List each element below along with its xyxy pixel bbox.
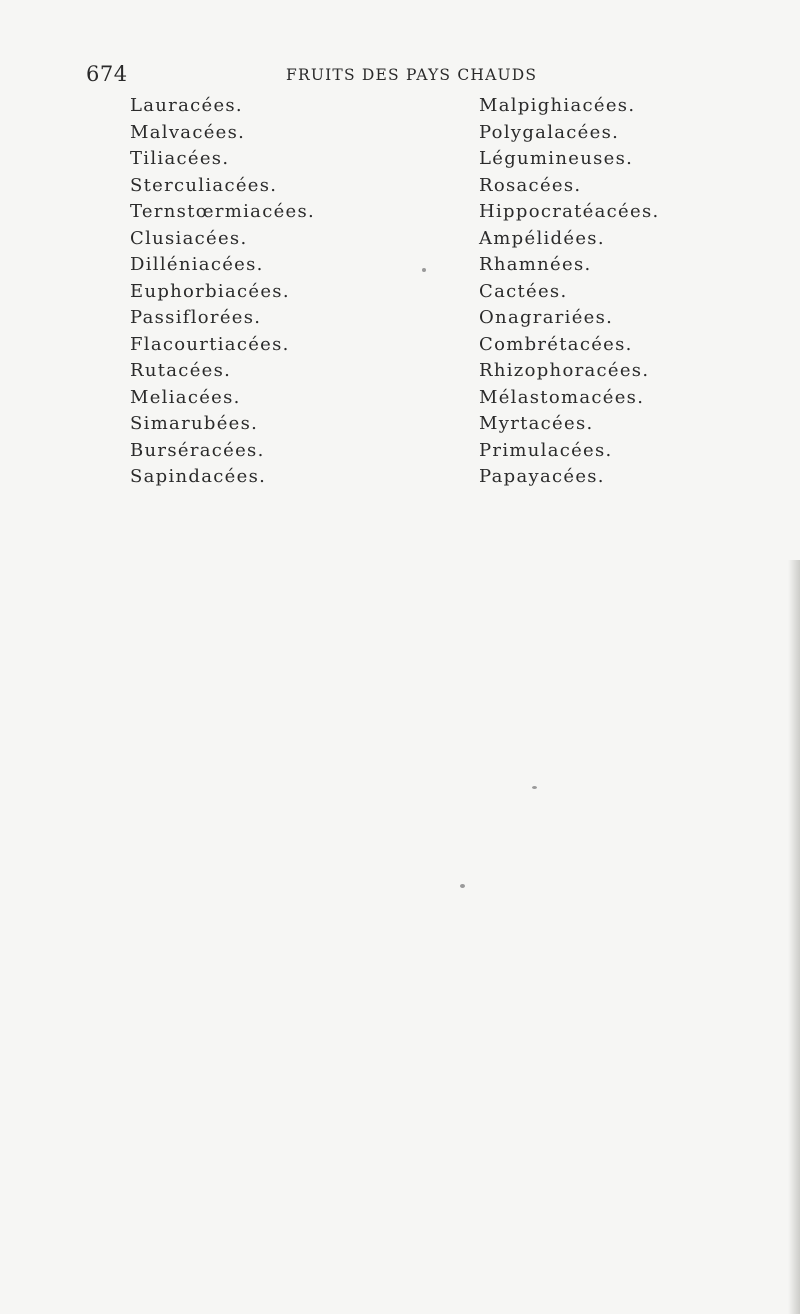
list-item: Malpighiacées.	[479, 95, 636, 116]
list-item: Polygalacées.	[479, 121, 620, 143]
list-item: Sterculiacées.	[130, 174, 278, 196]
list-item: Lauracées.	[130, 95, 243, 116]
list-item: Simarubées.	[130, 413, 259, 434]
list-item: Ampélidées.	[479, 227, 605, 249]
list-item: Rosacées.	[479, 174, 582, 196]
list-item: Rutacées.	[130, 360, 232, 381]
list-item: Clusiacées.	[130, 227, 248, 249]
page-edge-shadow	[788, 560, 800, 1314]
list-item: Rhizophoracées.	[479, 360, 650, 381]
list-item: Légumineuses.	[479, 148, 634, 169]
list-item: Dilléniacées.	[130, 254, 264, 275]
list-item: Hippocratéacées.	[479, 201, 660, 222]
list-item: Primulacées.	[479, 439, 613, 461]
family-list-right	[479, 93, 660, 491]
running-head: FRUITS DES PAYS CHAUDS	[286, 66, 538, 84]
list-item: Ternstœrmiacées.	[130, 201, 316, 222]
list-item: Euphorbiacées.	[130, 280, 290, 302]
scan-speck	[532, 786, 537, 789]
list-item: Malvacées.	[130, 121, 246, 143]
list-item: Papayacées.	[479, 466, 605, 487]
list-item: Meliacées.	[130, 386, 241, 408]
list-item: Mélastomacées.	[479, 386, 645, 408]
list-item: Passiflorées.	[130, 307, 262, 328]
list-item: Rhamnées.	[479, 254, 592, 275]
list-item: Flacourtiacées.	[130, 333, 290, 355]
list-item: Sapindacées.	[130, 466, 267, 487]
list-item: Combrétacées.	[479, 333, 633, 355]
scan-speck	[422, 268, 426, 272]
page-number: 674	[86, 62, 128, 86]
list-item: Cactées.	[479, 280, 568, 302]
scan-speck	[460, 884, 465, 888]
list-item: Onagrariées.	[479, 307, 614, 328]
list-item: Tiliacées.	[130, 148, 230, 169]
family-list-left	[130, 93, 315, 491]
list-item: Myrtacées.	[479, 413, 594, 434]
list-item: Burséracées.	[130, 439, 265, 461]
